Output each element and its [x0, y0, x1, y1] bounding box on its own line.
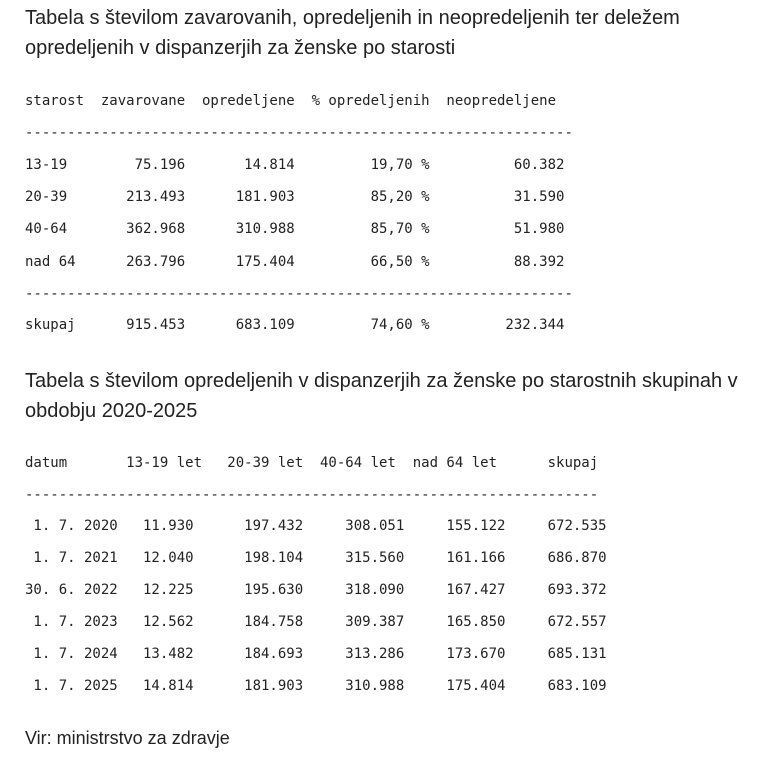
table1-total-row: skupaj 915.453 683.109 74,60 % 232.344	[25, 317, 565, 333]
table2-row: 1. 7. 2020 11.930 197.432 308.051 155.122 672.535	[25, 518, 607, 534]
table2-separator: --------------------------------------------------------------------	[25, 487, 599, 503]
table2-row: 1. 7. 2023 12.562 184.758 309.387 165.850 672.557	[25, 614, 607, 630]
table1-row: 40-64 362.968 310.988 85,70 % 51.980	[25, 221, 565, 237]
table1-header: starost zavarovane opredeljene % opredeljenih neopredeljene	[25, 93, 557, 109]
table1-row: 20-39 213.493 181.903 85,20 % 31.590	[25, 189, 565, 205]
table1-separator-top: -----------------------------------------------------------------	[25, 125, 573, 141]
table2-title: Tabela s številom opredeljenih v dispanzerjih za ženske po starostnih skupinah v obdobju 2020-2025	[25, 370, 738, 422]
table2-row: 1. 7. 2021 12.040 198.104 315.560 161.166 686.870	[25, 550, 607, 566]
table1-row: 13-19 75.196 14.814 19,70 % 60.382	[25, 157, 565, 173]
table1-row: nad 64 263.796 175.404 66,50 % 88.392	[25, 254, 565, 270]
table2-row: 1. 7. 2025 14.814 181.903 310.988 175.404 683.109	[25, 678, 607, 694]
source-note: Vir: ministrstvo za zdravje	[25, 728, 230, 748]
table2-row: 1. 7. 2024 13.482 184.693 313.286 173.670 685.131	[25, 646, 607, 662]
table2-row: 30. 6. 2022 12.225 195.630 318.090 167.427 693.372	[25, 582, 607, 598]
table1-title: Tabela s številom zavarovanih, opredeljenih in neopredeljenih ter deležem opredeljenih v dispanzerjih za ženske po starosti	[25, 7, 680, 59]
table2-header: datum 13-19 let 20-39 let 40-64 let nad 64 let skupaj	[25, 455, 599, 471]
table1-separator-bottom: -----------------------------------------------------------------	[25, 286, 573, 302]
